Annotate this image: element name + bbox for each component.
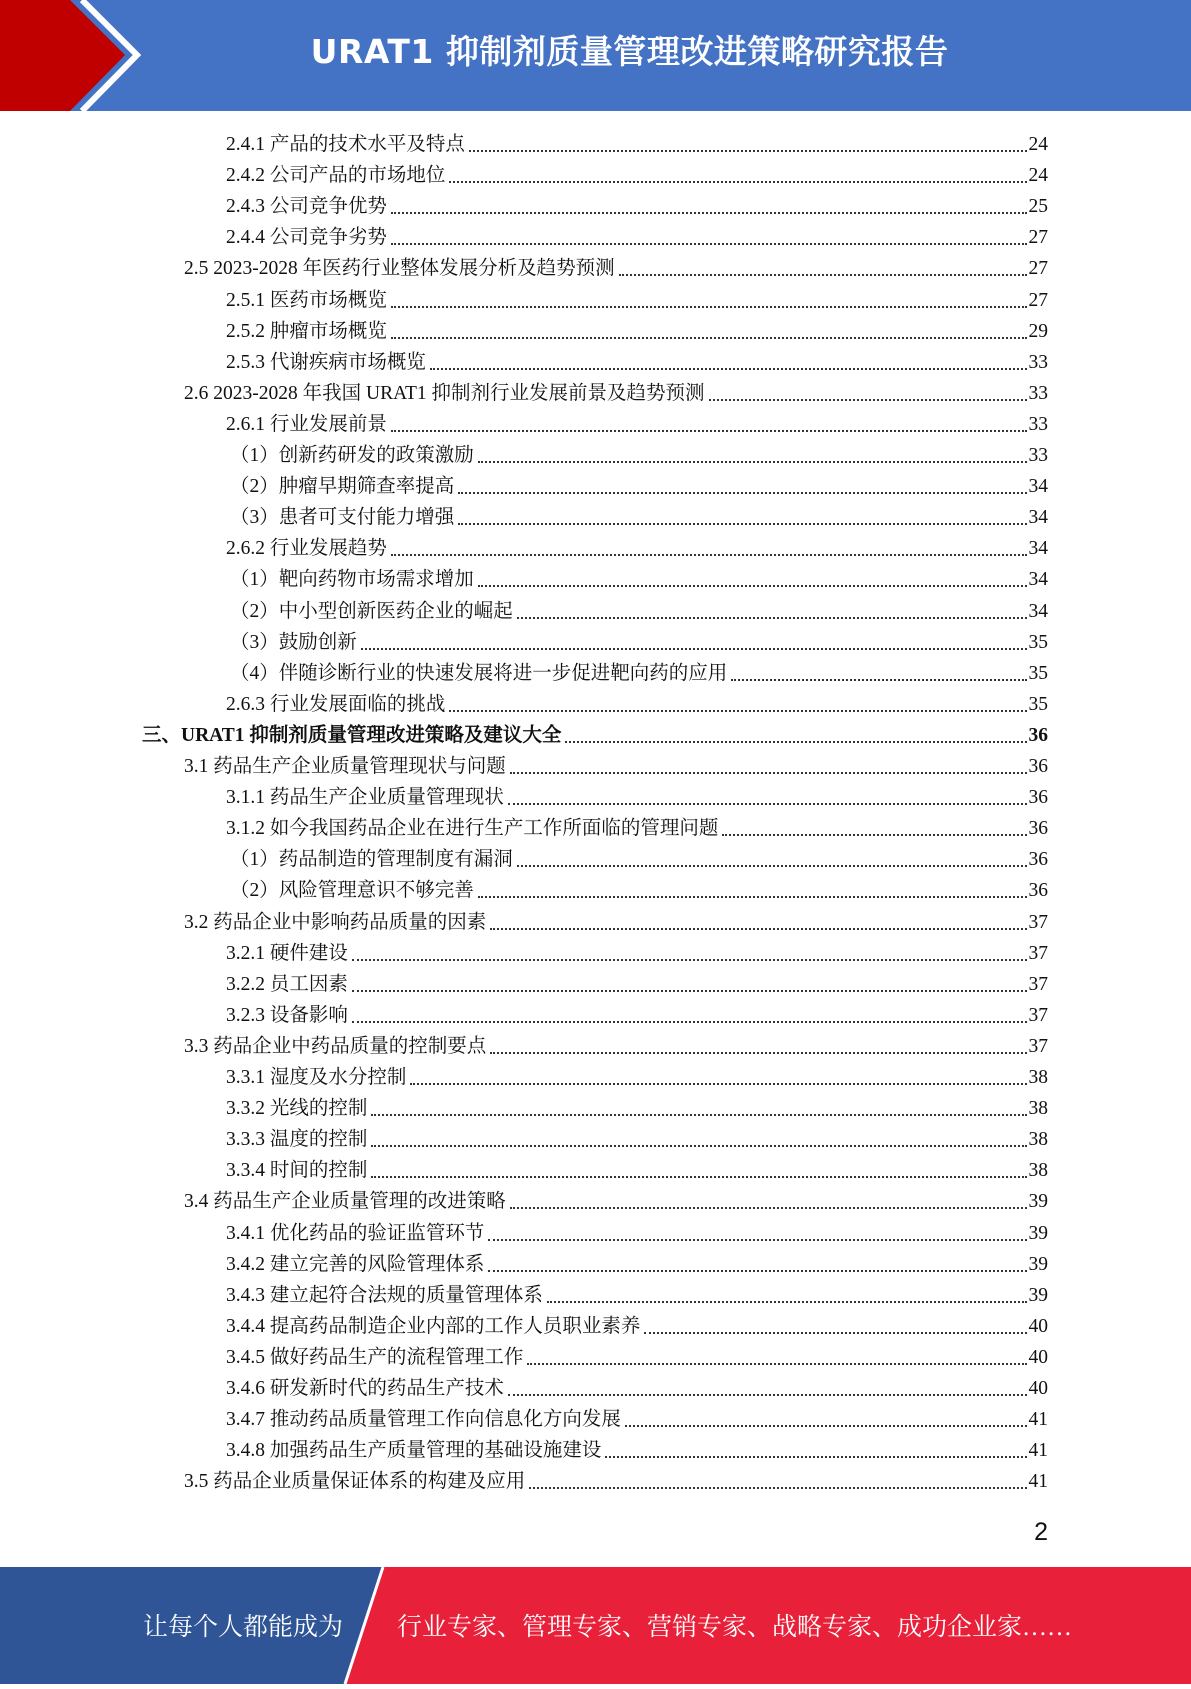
toc-entry[interactable]: [226, 407, 1048, 438]
toc-entry[interactable]: [230, 873, 1048, 904]
footer-slogan-right: 行业专家、管理专家、营销专家、战略专家、成功企业家……: [397, 1614, 1073, 1641]
toc-entry-label: 3.4.2 建立完善的风险管理体系: [226, 1253, 485, 1275]
toc-entry-page: 34: [1028, 538, 1048, 560]
toc-entry-label: 2.6 2023-2028 年我国 URAT1 抑制剂行业发展前景及趋势预测: [184, 382, 705, 404]
toc-entry[interactable]: [226, 345, 1048, 376]
toc-entry-label: 3.4.3 建立起符合法规的质量管理体系: [226, 1284, 543, 1306]
toc-dot-leader: [644, 1332, 1026, 1334]
toc-entry-page: 29: [1028, 320, 1048, 342]
toc-entry[interactable]: [226, 687, 1048, 718]
toc-dot-leader: [410, 1083, 1026, 1085]
toc-dot-leader: [529, 1487, 1026, 1489]
page-header: [0, 0, 1191, 111]
toc-entry-label: 2.5.3 代谢疾病市场概览: [226, 351, 426, 373]
toc-entry-page: 39: [1028, 1222, 1048, 1244]
toc-entry-page: 33: [1028, 445, 1048, 466]
toc-entry-label: 3.3.4 时间的控制: [226, 1160, 368, 1182]
toc-entry[interactable]: [226, 1402, 1048, 1433]
report-title: URAT1 抑制剂质量管理改进策略研究报告: [310, 32, 949, 71]
toc-entry-label: 3.2.1 硬件建设: [226, 942, 348, 964]
toc-dot-leader: [565, 741, 1026, 743]
toc-entry[interactable]: [230, 842, 1048, 873]
toc-entry-label: 3.3.1 湿度及水分控制: [226, 1067, 407, 1088]
toc-entry-label: 3.3.3 温度的控制: [226, 1129, 368, 1151]
toc-entry-page: 24: [1028, 165, 1048, 187]
toc-entry-label: 2.4.2 公司产品的市场地位: [226, 165, 446, 187]
toc-entry[interactable]: [142, 718, 1048, 749]
toc-entry-page: 39: [1028, 1191, 1048, 1213]
toc-dot-leader: [371, 1176, 1026, 1178]
toc-dot-leader: [458, 523, 1026, 525]
toc-entry-label: 3.3.2 光线的控制: [226, 1098, 368, 1120]
toc-entry-page: 40: [1028, 1346, 1048, 1368]
footer-slogan-left: 让每个人都能成为: [143, 1614, 344, 1641]
toc-entry-label: 3.2.2 员工因素: [226, 973, 348, 995]
toc-dot-leader: [371, 1145, 1026, 1147]
toc-entry-label: 2.4.3 公司竞争优势: [226, 196, 387, 218]
toc-entry-page: 36: [1028, 880, 1048, 902]
toc-entry-page: 25: [1028, 196, 1048, 218]
toc-entry-label: （3）患者可支付能力增强: [230, 507, 455, 529]
toc-entry-label: 2.4.4 公司竞争劣势: [226, 227, 387, 249]
toc-dot-leader: [352, 959, 1027, 961]
toc-entry-label: 3.4.1 优化药品的验证监管环节: [226, 1222, 485, 1244]
toc-entry-label: 3.1.1 药品生产企业质量管理现状: [226, 787, 504, 809]
toc-dot-leader: [352, 1021, 1027, 1023]
toc-entry[interactable]: [184, 251, 1048, 282]
toc-entry-page: 33: [1028, 413, 1048, 435]
toc-dot-leader: [490, 928, 1026, 930]
toc-entry-page: 39: [1028, 1253, 1048, 1275]
toc-entry-page: 41: [1028, 1471, 1048, 1493]
toc-entry[interactable]: [184, 1464, 1048, 1495]
toc-entry-label: （4）伴随诊断行业的快速发展将进一步促进靶向药的应用: [230, 662, 728, 684]
toc-entry[interactable]: [184, 1029, 1048, 1060]
toc-entry-page: 37: [1028, 911, 1048, 933]
toc-entry[interactable]: [226, 1060, 1048, 1091]
toc-entry[interactable]: [184, 376, 1048, 407]
toc-entry-label: （2）中小型创新医药企业的崛起: [230, 600, 513, 622]
toc-dot-leader: [391, 554, 1027, 556]
toc-entry-page: 36: [1028, 787, 1048, 809]
toc-entry-page: 38: [1028, 1129, 1048, 1151]
toc-entry-page: 37: [1028, 942, 1048, 964]
toc-entry[interactable]: [226, 1153, 1048, 1184]
page-number: 2: [1034, 1518, 1048, 1546]
toc-entry-label: 3.3 药品企业中药品质量的控制要点: [184, 1035, 487, 1057]
toc-dot-leader: [391, 243, 1027, 245]
toc-entry-page: 36: [1028, 724, 1048, 746]
toc-entry[interactable]: [226, 998, 1048, 1029]
toc-entry[interactable]: [226, 189, 1048, 220]
toc-entry-page: 38: [1028, 1160, 1048, 1182]
toc-entry[interactable]: [226, 1433, 1048, 1464]
toc-entry-label: 3.1.2 如今我国药品企业在进行生产工作所面临的管理问题: [226, 818, 719, 840]
toc-entry-page: 37: [1028, 973, 1048, 995]
toc-entry[interactable]: [226, 1309, 1048, 1340]
toc-dot-leader: [391, 212, 1027, 214]
toc-dot-leader: [478, 585, 1027, 587]
toc-entry[interactable]: [230, 625, 1048, 656]
toc-entry-label: （2）肿瘤早期筛查率提高: [230, 476, 455, 498]
toc-entry-page: 38: [1028, 1067, 1048, 1088]
toc-entry[interactable]: [230, 469, 1048, 500]
toc-entry-label: 3.1 药品生产企业质量管理现状与问题: [184, 756, 506, 777]
toc-dot-leader: [508, 803, 1027, 805]
toc-entry[interactable]: [184, 1184, 1048, 1215]
toc-entry[interactable]: [226, 127, 1048, 158]
toc-dot-leader: [430, 368, 1027, 370]
page-footer: [0, 1567, 1191, 1684]
toc-dot-leader: [478, 461, 1027, 463]
toc-entry-page: 40: [1028, 1315, 1048, 1337]
toc-dot-leader: [458, 492, 1026, 494]
toc-dot-leader: [361, 648, 1027, 650]
toc-entry[interactable]: [184, 905, 1048, 936]
toc-entry-page: 35: [1028, 693, 1048, 715]
toc-entry-label: 三、URAT1 抑制剂质量管理改进策略及建议大全: [142, 724, 562, 746]
toc-dot-leader: [722, 834, 1026, 836]
toc-entry[interactable]: [230, 562, 1048, 593]
toc-entry[interactable]: [226, 936, 1048, 967]
toc-entry-label: 3.4.7 推动药品质量管理工作向信息化方向发展: [226, 1409, 621, 1431]
toc-entry[interactable]: [226, 158, 1048, 189]
toc-entry-page: 34: [1028, 569, 1048, 591]
toc-dot-leader: [605, 1456, 1026, 1458]
toc-entry-label: 2.5.2 肿瘤市场概览: [226, 320, 387, 342]
toc-entry-label: 3.4.8 加强药品生产质量管理的基础设施建设: [226, 1440, 602, 1462]
toc-dot-leader: [391, 337, 1027, 339]
toc-entry-label: 2.6.2 行业发展趋势: [226, 538, 387, 560]
toc-entry-label: （1）药品制造的管理制度有漏洞: [230, 849, 513, 871]
toc-entry[interactable]: [226, 283, 1048, 314]
toc-entry-page: 41: [1028, 1440, 1048, 1462]
toc-entry[interactable]: [230, 438, 1048, 469]
toc-entry-label: 3.5 药品企业质量保证体系的构建及应用: [184, 1471, 526, 1493]
toc-entry[interactable]: [226, 780, 1048, 811]
toc-dot-leader: [478, 896, 1027, 898]
toc-dot-leader: [517, 617, 1027, 619]
toc-entry[interactable]: [230, 594, 1048, 625]
toc-dot-leader: [625, 1425, 1027, 1427]
toc-dot-leader: [352, 990, 1027, 992]
toc-dot-leader: [449, 181, 1026, 183]
toc-entry[interactable]: [226, 314, 1048, 345]
toc-entry-page: 33: [1028, 382, 1048, 404]
toc-entry[interactable]: [226, 1340, 1048, 1371]
toc-entry-label: 2.5 2023-2028 年医药行业整体发展分析及趋势预测: [184, 258, 615, 280]
toc-entry-page: 41: [1028, 1409, 1048, 1431]
toc-entry-page: 36: [1028, 818, 1048, 840]
toc-dot-leader: [510, 772, 1027, 774]
toc-dot-leader: [488, 1270, 1026, 1272]
toc-entry[interactable]: [226, 220, 1048, 251]
toc-dot-leader: [391, 306, 1027, 308]
toc-entry[interactable]: [226, 1091, 1048, 1122]
toc-entry-page: 39: [1028, 1284, 1048, 1306]
toc-entry[interactable]: [226, 1278, 1048, 1309]
toc-entry-label: 2.6.1 行业发展前景: [226, 413, 387, 435]
toc-entry[interactable]: [226, 967, 1048, 998]
toc-entry-label: 3.2.3 设备影响: [226, 1004, 348, 1026]
toc-entry[interactable]: [226, 1122, 1048, 1153]
toc-entry[interactable]: [230, 656, 1048, 687]
toc-entry-page: 38: [1028, 1098, 1048, 1120]
toc-entry-page: 34: [1028, 600, 1048, 622]
toc-dot-leader: [469, 150, 1027, 152]
toc-dot-leader: [490, 1052, 1026, 1054]
toc-entry-page: 40: [1028, 1378, 1048, 1399]
toc-entry-label: 2.5.1 医药市场概览: [226, 289, 387, 311]
toc-entry[interactable]: [226, 1371, 1048, 1402]
toc-entry-label: 3.4 药品生产企业质量管理的改进策略: [184, 1191, 506, 1213]
toc-entry[interactable]: [226, 811, 1048, 842]
toc-dot-leader: [488, 1239, 1026, 1241]
toc-entry[interactable]: [226, 531, 1048, 562]
toc-entry-page: 34: [1028, 507, 1048, 529]
toc-entry-label: 2.4.1 产品的技术水平及特点: [226, 134, 465, 155]
toc-dot-leader: [449, 710, 1026, 712]
toc-entry-label: （1）靶向药物市场需求增加: [230, 569, 474, 591]
toc-dot-leader: [371, 1114, 1026, 1116]
toc-entry-label: （1）创新药研发的政策激励: [230, 445, 474, 466]
toc-dot-leader: [709, 399, 1027, 401]
toc-dot-leader: [517, 865, 1027, 867]
toc-dot-leader: [547, 1301, 1027, 1303]
toc-entry-page: 27: [1028, 289, 1048, 311]
toc-entry-label: （3）鼓励创新: [230, 631, 357, 653]
toc-dot-leader: [619, 274, 1027, 276]
toc-entry-page: 24: [1028, 134, 1048, 155]
toc-entry-label: 3.4.5 做好药品生产的流程管理工作: [226, 1346, 524, 1368]
toc-entry-page: 34: [1028, 476, 1048, 498]
toc-dot-leader: [391, 430, 1027, 432]
toc-entry-page: 36: [1028, 756, 1048, 777]
toc-entry-page: 27: [1028, 258, 1048, 280]
toc-entry[interactable]: [230, 500, 1048, 531]
toc-entry-page: 36: [1028, 849, 1048, 871]
toc-entry-page: 27: [1028, 227, 1048, 249]
toc-entry-page: 37: [1028, 1004, 1048, 1026]
toc-entry[interactable]: [184, 749, 1048, 780]
toc-entry-label: 3.4.6 研发新时代的药品生产技术: [226, 1378, 504, 1399]
toc-entry[interactable]: [226, 1247, 1048, 1278]
toc-dot-leader: [527, 1363, 1026, 1365]
toc-entry[interactable]: [226, 1216, 1048, 1247]
toc-entry-page: 35: [1028, 662, 1048, 684]
toc-entry-label: 2.6.3 行业发展面临的挑战: [226, 693, 446, 715]
toc-entry-label: （2）风险管理意识不够完善: [230, 880, 474, 902]
toc-entry-page: 37: [1028, 1035, 1048, 1057]
toc-entry-page: 35: [1028, 631, 1048, 653]
toc-entry-label: 3.4.4 提高药品制造企业内部的工作人员职业素养: [226, 1315, 641, 1337]
toc-dot-leader: [508, 1394, 1027, 1396]
toc-dot-leader: [510, 1207, 1027, 1209]
toc-entry-label: 3.2 药品企业中影响药品质量的因素: [184, 911, 487, 933]
toc-dot-leader: [731, 679, 1026, 681]
toc-entry-page: 33: [1028, 351, 1048, 373]
